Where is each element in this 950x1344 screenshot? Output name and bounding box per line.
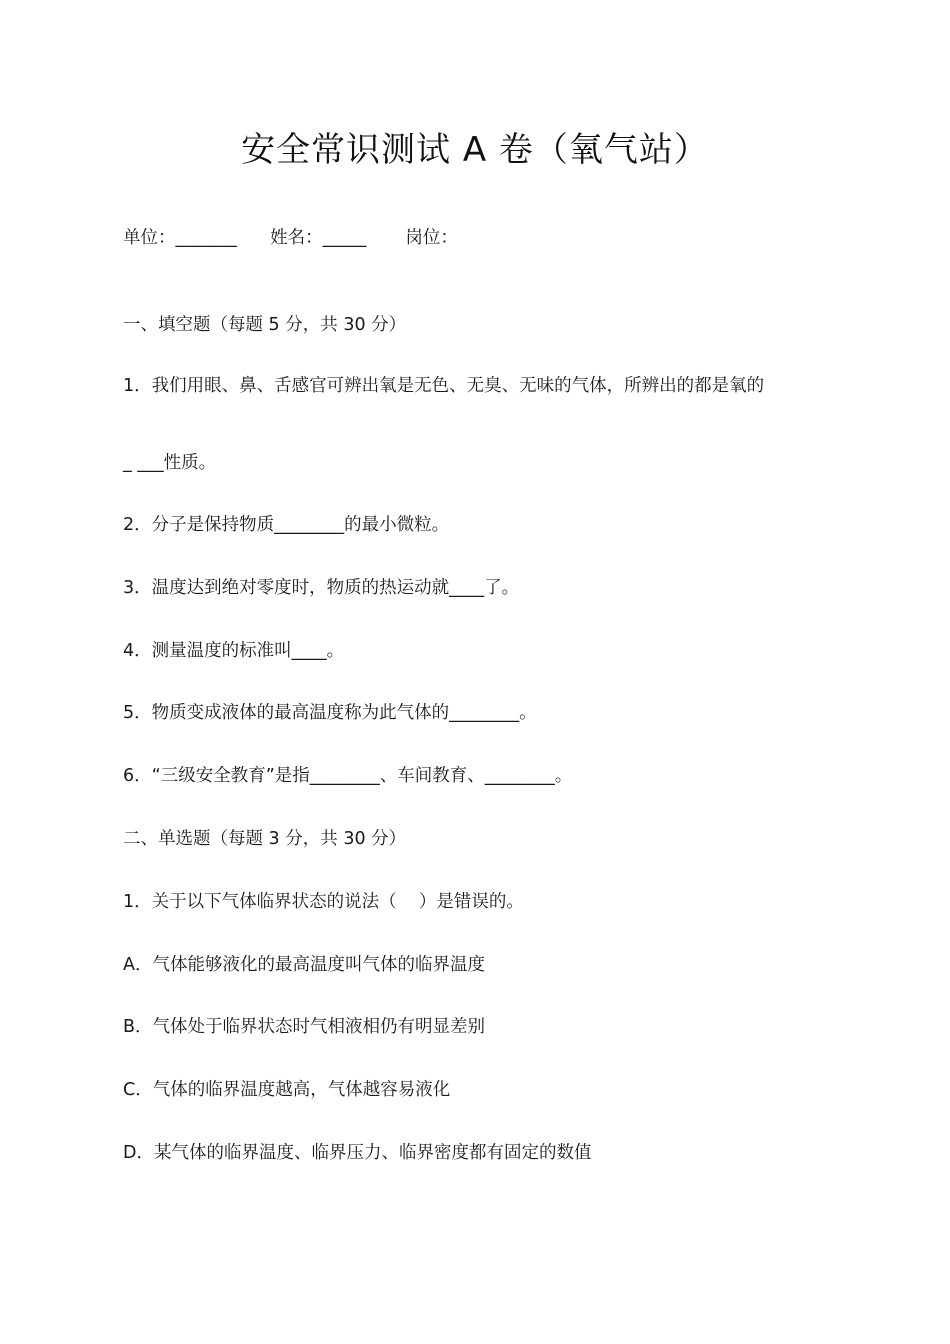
question-1-1-line-2: _ ___性质。	[123, 453, 217, 473]
info-line: 单位：_______ 姓名：_____ 岗位：	[123, 228, 458, 248]
question-1-4: 4．测量温度的标准叫____。	[123, 641, 345, 661]
question-1-5: 5．物质变成液体的最高温度称为此气体的________。	[123, 703, 537, 723]
question-1-2: 2．分子是保持物质________的最小微粒。	[123, 515, 450, 535]
question-1-6: 6．“三级安全教育”是指________、车间教育、________。	[123, 766, 573, 786]
option-c: C．气体的临界温度越高，气体越容易液化	[123, 1080, 451, 1100]
option-a: A．气体能够液化的最高温度叫气体的临界温度	[123, 955, 485, 975]
question-1-3: 3．温度达到绝对零度时，物质的热运动就____了。	[123, 578, 520, 598]
section-2-heading: 二、单选题（每题 3 分，共 30 分）	[123, 829, 407, 849]
option-b: B．气体处于临界状态时气相液相仍有明显差别	[123, 1017, 486, 1037]
option-d: D．某气体的临界温度、临界压力、临界密度都有固定的数值	[123, 1143, 592, 1163]
question-1-1-line-1: 1．我们用眼、鼻、舌感官可辨出氧是无色、无臭、无味的气体，所辨出的都是氧的	[123, 376, 765, 396]
question-2-1: 1．关于以下气体临界状态的说法（ ）是错误的。	[123, 892, 524, 912]
document-title: 安全常识测试 A 卷（氧气站）	[241, 130, 709, 170]
section-1-heading: 一、填空题（每题 5 分，共 30 分）	[123, 315, 407, 335]
